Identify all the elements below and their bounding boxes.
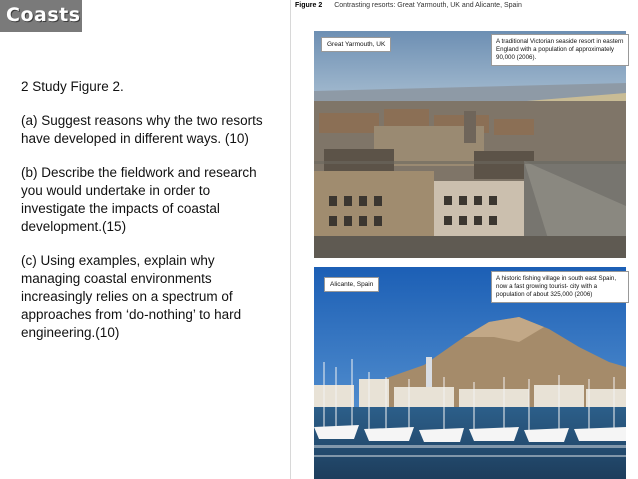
question-text	[21, 78, 271, 358]
alicante-label: Alicante, Spain	[324, 277, 379, 292]
figure-label: Figure 2	[295, 2, 323, 9]
question-a: (a) Suggest reasons why the two resorts have developed in different ways. (10)	[21, 113, 263, 146]
great-yarmouth-label: Great Yarmouth, UK	[321, 37, 391, 52]
figure-panel	[290, 0, 638, 479]
great-yarmouth-caption: A traditional Victorian seaside resort in eastern England with a population of approximately 90,000 (2006).	[491, 34, 629, 66]
question-intro: 2 Study Figure 2.	[21, 79, 124, 94]
slide-title-bar	[0, 0, 82, 32]
figure-header	[295, 2, 522, 9]
alicante-caption: A historic fishing village in south east Spain, now a fast growing tourist- city with a population of about 325,000 (2006)	[491, 271, 629, 303]
question-c: (c) Using examples, explain why managing coastal environments increasingly relies on a spectrum of approaches from ‘do-nothing’ to hard engineering.(10)	[21, 253, 242, 340]
slide-title: Coasts	[6, 4, 81, 26]
question-b: (b) Describe the fieldwork and research you would undertake in order to investigate the impacts of coastal development.(15)	[21, 165, 257, 234]
figure-caption: Contrasting resorts: Great Yarmouth, UK and Alicante, Spain	[334, 2, 522, 9]
